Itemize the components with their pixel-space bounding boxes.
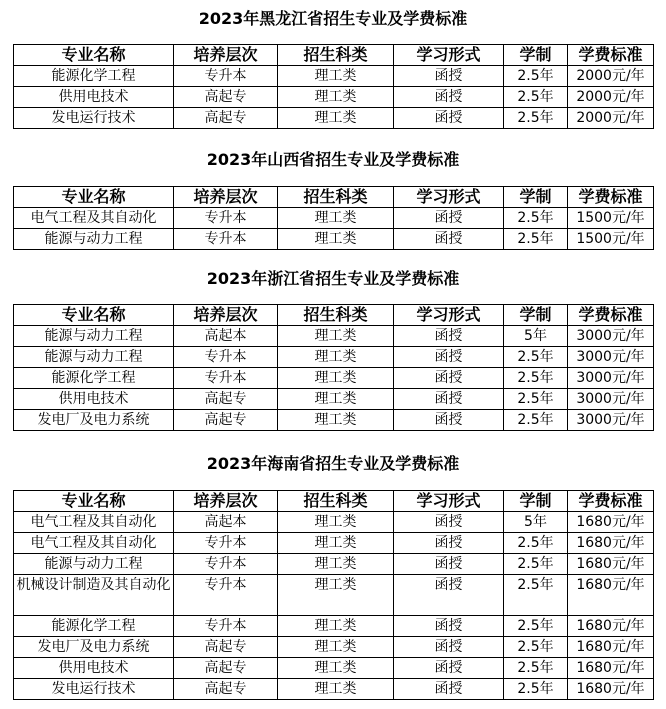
header-duration: 学制 <box>504 45 568 66</box>
header-study-form: 学习形式 <box>394 187 504 208</box>
cell-tuition: 3000元/年 <box>568 368 654 389</box>
cell-category: 理工类 <box>278 389 394 410</box>
cell-major: 能源与动力工程 <box>14 229 174 250</box>
header-study-form: 学习形式 <box>394 45 504 66</box>
cell-tuition: 1680元/年 <box>568 616 654 637</box>
cell-tuition: 1680元/年 <box>568 533 654 554</box>
cell-duration: 2.5年 <box>504 637 568 658</box>
cell-category: 理工类 <box>278 66 394 87</box>
cell-study-form: 函授 <box>394 389 504 410</box>
table-row <box>14 326 654 347</box>
cell-major: 能源化学工程 <box>14 616 174 637</box>
cell-study-form: 函授 <box>394 87 504 108</box>
cell-level: 专升本 <box>174 616 278 637</box>
table-row <box>14 616 654 637</box>
cell-duration: 2.5年 <box>504 679 568 700</box>
cell-level: 专升本 <box>174 208 278 229</box>
cell-category: 理工类 <box>278 575 394 616</box>
cell-level: 高起本 <box>174 326 278 347</box>
cell-major: 发电运行技术 <box>14 679 174 700</box>
fee-table-zhejiang <box>13 304 654 431</box>
cell-duration: 2.5年 <box>504 658 568 679</box>
table-row <box>14 87 654 108</box>
section-title-shanxi: 2023年山西省招生专业及学费标准 <box>206 150 460 169</box>
cell-study-form: 函授 <box>394 326 504 347</box>
header-level: 培养层次 <box>174 45 278 66</box>
cell-tuition: 2000元/年 <box>568 108 654 129</box>
table-row <box>14 389 654 410</box>
header-level: 培养层次 <box>174 491 278 512</box>
cell-category: 理工类 <box>278 229 394 250</box>
table-row <box>14 533 654 554</box>
table-row <box>14 347 654 368</box>
cell-duration: 2.5年 <box>504 108 568 129</box>
table-row <box>14 410 654 431</box>
cell-tuition: 3000元/年 <box>568 326 654 347</box>
cell-category: 理工类 <box>278 637 394 658</box>
fee-table-hainan <box>13 490 654 700</box>
cell-duration: 2.5年 <box>504 208 568 229</box>
header-tuition: 学费标准 <box>568 491 654 512</box>
cell-duration: 2.5年 <box>504 368 568 389</box>
cell-major: 发电厂及电力系统 <box>14 637 174 658</box>
cell-level: 专升本 <box>174 554 278 575</box>
table-row <box>14 575 654 616</box>
cell-tuition: 1680元/年 <box>568 658 654 679</box>
cell-major: 供用电技术 <box>14 87 174 108</box>
header-duration: 学制 <box>504 491 568 512</box>
cell-tuition: 1680元/年 <box>568 679 654 700</box>
cell-major: 机械设计制造及其自动化 <box>14 575 174 616</box>
cell-category: 理工类 <box>278 533 394 554</box>
cell-level: 专升本 <box>174 347 278 368</box>
table-row <box>14 658 654 679</box>
cell-level: 专升本 <box>174 229 278 250</box>
cell-duration: 2.5年 <box>504 66 568 87</box>
cell-major: 电气工程及其自动化 <box>14 208 174 229</box>
cell-major: 发电运行技术 <box>14 108 174 129</box>
cell-duration: 2.5年 <box>504 229 568 250</box>
header-level: 培养层次 <box>174 187 278 208</box>
section-title-heilongjiang: 2023年黑龙江省招生专业及学费标准 <box>198 9 468 28</box>
cell-study-form: 函授 <box>394 575 504 616</box>
header-major: 专业名称 <box>14 305 174 326</box>
cell-study-form: 函授 <box>394 347 504 368</box>
cell-tuition: 3000元/年 <box>568 410 654 431</box>
cell-study-form: 函授 <box>394 208 504 229</box>
header-tuition: 学费标准 <box>568 305 654 326</box>
table-header-row <box>14 187 654 208</box>
cell-duration: 2.5年 <box>504 347 568 368</box>
cell-level: 高起专 <box>174 637 278 658</box>
cell-study-form: 函授 <box>394 533 504 554</box>
cell-level: 专升本 <box>174 66 278 87</box>
cell-major: 能源与动力工程 <box>14 347 174 368</box>
section-title-hainan: 2023年海南省招生专业及学费标准 <box>206 454 460 473</box>
header-tuition: 学费标准 <box>568 187 654 208</box>
fee-table-shanxi <box>13 186 654 250</box>
fee-table-heilongjiang <box>13 44 654 129</box>
cell-tuition: 3000元/年 <box>568 347 654 368</box>
cell-level: 专升本 <box>174 575 278 616</box>
table-row <box>14 512 654 533</box>
cell-tuition: 1680元/年 <box>568 575 654 616</box>
cell-category: 理工类 <box>278 616 394 637</box>
cell-category: 理工类 <box>278 208 394 229</box>
cell-level: 高起专 <box>174 410 278 431</box>
table-row <box>14 368 654 389</box>
header-category: 招生科类 <box>278 45 394 66</box>
cell-category: 理工类 <box>278 368 394 389</box>
cell-level: 高起专 <box>174 679 278 700</box>
cell-duration: 2.5年 <box>504 410 568 431</box>
cell-duration: 2.5年 <box>504 389 568 410</box>
cell-major: 能源与动力工程 <box>14 326 174 347</box>
cell-level: 高起本 <box>174 512 278 533</box>
cell-study-form: 函授 <box>394 229 504 250</box>
cell-level: 高起专 <box>174 389 278 410</box>
cell-level: 高起专 <box>174 108 278 129</box>
cell-study-form: 函授 <box>394 512 504 533</box>
cell-tuition: 2000元/年 <box>568 87 654 108</box>
header-major: 专业名称 <box>14 45 174 66</box>
header-tuition: 学费标准 <box>568 45 654 66</box>
header-duration: 学制 <box>504 305 568 326</box>
cell-study-form: 函授 <box>394 66 504 87</box>
table-header-row <box>14 305 654 326</box>
cell-major: 电气工程及其自动化 <box>14 533 174 554</box>
cell-study-form: 函授 <box>394 410 504 431</box>
header-category: 招生科类 <box>278 187 394 208</box>
header-major: 专业名称 <box>14 491 174 512</box>
cell-tuition: 1680元/年 <box>568 554 654 575</box>
cell-duration: 2.5年 <box>504 575 568 616</box>
cell-duration: 2.5年 <box>504 616 568 637</box>
cell-level: 高起专 <box>174 658 278 679</box>
cell-level: 专升本 <box>174 368 278 389</box>
cell-duration: 2.5年 <box>504 87 568 108</box>
cell-major: 供用电技术 <box>14 389 174 410</box>
cell-major: 能源化学工程 <box>14 66 174 87</box>
header-study-form: 学习形式 <box>394 305 504 326</box>
cell-major: 能源与动力工程 <box>14 554 174 575</box>
header-study-form: 学习形式 <box>394 491 504 512</box>
section-title-zhejiang: 2023年浙江省招生专业及学费标准 <box>206 269 460 288</box>
cell-category: 理工类 <box>278 410 394 431</box>
cell-level: 高起专 <box>174 87 278 108</box>
cell-study-form: 函授 <box>394 108 504 129</box>
cell-category: 理工类 <box>278 347 394 368</box>
cell-study-form: 函授 <box>394 679 504 700</box>
cell-duration: 2.5年 <box>504 554 568 575</box>
cell-tuition: 2000元/年 <box>568 66 654 87</box>
cell-major: 电气工程及其自动化 <box>14 512 174 533</box>
header-category: 招生科类 <box>278 305 394 326</box>
table-row <box>14 108 654 129</box>
cell-major: 发电厂及电力系统 <box>14 410 174 431</box>
cell-study-form: 函授 <box>394 368 504 389</box>
table-row <box>14 679 654 700</box>
cell-study-form: 函授 <box>394 554 504 575</box>
cell-study-form: 函授 <box>394 616 504 637</box>
cell-major: 供用电技术 <box>14 658 174 679</box>
table-header-row <box>14 45 654 66</box>
cell-category: 理工类 <box>278 679 394 700</box>
cell-category: 理工类 <box>278 554 394 575</box>
table-row <box>14 554 654 575</box>
cell-duration: 5年 <box>504 326 568 347</box>
header-level: 培养层次 <box>174 305 278 326</box>
cell-tuition: 1680元/年 <box>568 637 654 658</box>
header-category: 招生科类 <box>278 491 394 512</box>
table-header-row <box>14 491 654 512</box>
header-major: 专业名称 <box>14 187 174 208</box>
cell-level: 专升本 <box>174 533 278 554</box>
cell-study-form: 函授 <box>394 658 504 679</box>
cell-category: 理工类 <box>278 658 394 679</box>
cell-tuition: 3000元/年 <box>568 389 654 410</box>
cell-duration: 5年 <box>504 512 568 533</box>
cell-tuition: 1500元/年 <box>568 208 654 229</box>
table-row <box>14 66 654 87</box>
cell-major: 能源化学工程 <box>14 368 174 389</box>
cell-category: 理工类 <box>278 326 394 347</box>
table-row <box>14 637 654 658</box>
table-row <box>14 229 654 250</box>
cell-category: 理工类 <box>278 512 394 533</box>
cell-tuition: 1680元/年 <box>568 512 654 533</box>
cell-category: 理工类 <box>278 108 394 129</box>
table-row <box>14 208 654 229</box>
cell-category: 理工类 <box>278 87 394 108</box>
cell-study-form: 函授 <box>394 637 504 658</box>
cell-duration: 2.5年 <box>504 533 568 554</box>
header-duration: 学制 <box>504 187 568 208</box>
cell-tuition: 1500元/年 <box>568 229 654 250</box>
